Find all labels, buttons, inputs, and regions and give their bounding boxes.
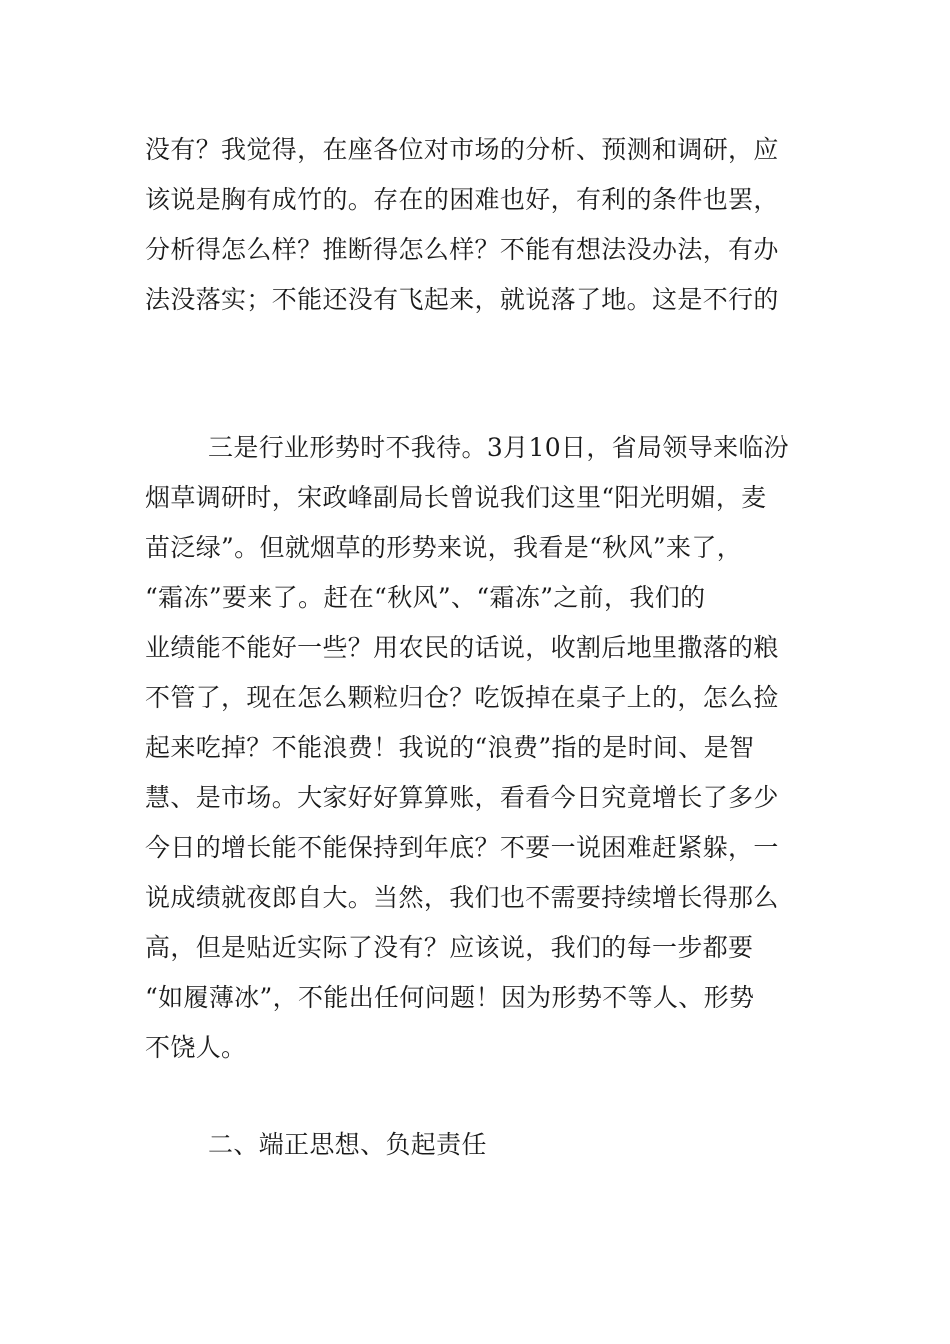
text-line: 今日的增长能不能保持到年底？不要一说困难赶紧躲，一: [145, 833, 779, 862]
text-line: 说成绩就夜郎自大。当然，我们也不需要持续增长得那么: [145, 883, 779, 912]
text-line: 慧、是市场。大家好好算算账，看看今日究竟增长了多少: [145, 783, 779, 812]
text-line: 没有？我觉得，在座各位对市场的分析、预测和调研，应: [145, 135, 779, 164]
text-line: 高，但是贴近实际了没有？应该说，我们的每一步都要: [145, 933, 754, 962]
text-line: 烟草调研时，宋政峰副局长曾说我们这里“阳光明媚，麦: [145, 483, 767, 512]
text-line: “如履薄冰”，不能出任何问题！因为形势不等人、形势: [145, 983, 755, 1012]
text-line: 起来吃掉？不能浪费！我说的“浪费”指的是时间、是智: [145, 733, 755, 762]
text-line: 不管了，现在怎么颗粒归仓？吃饭掉在桌子上的，怎么捡: [145, 683, 779, 712]
section-heading: 二、端正思想、负起责任: [208, 1130, 487, 1159]
text-line: 不饶人。: [145, 1033, 247, 1062]
text-line: 业绩能不能好一些？用农民的话说，收割后地里撒落的粮: [145, 633, 779, 662]
text-line: 苗泛绿”。但就烟草的形势来说，我看是“秋风”来了，: [145, 533, 743, 562]
text-line: 三是行业形势时不我待。3月10日，省局领导来临汾: [208, 433, 790, 462]
text-line: “霜冻”要来了。赶在“秋风”、“霜冻”之前，我们的: [145, 583, 706, 612]
text-line: 法没落实；不能还没有飞起来，就说落了地。这是不行的: [145, 285, 779, 314]
text-line: 该说是胸有成竹的。存在的困难也好，有利的条件也罢，: [145, 185, 779, 214]
text-line: 分析得怎么样？推断得怎么样？不能有想法没办法，有办: [145, 235, 779, 264]
